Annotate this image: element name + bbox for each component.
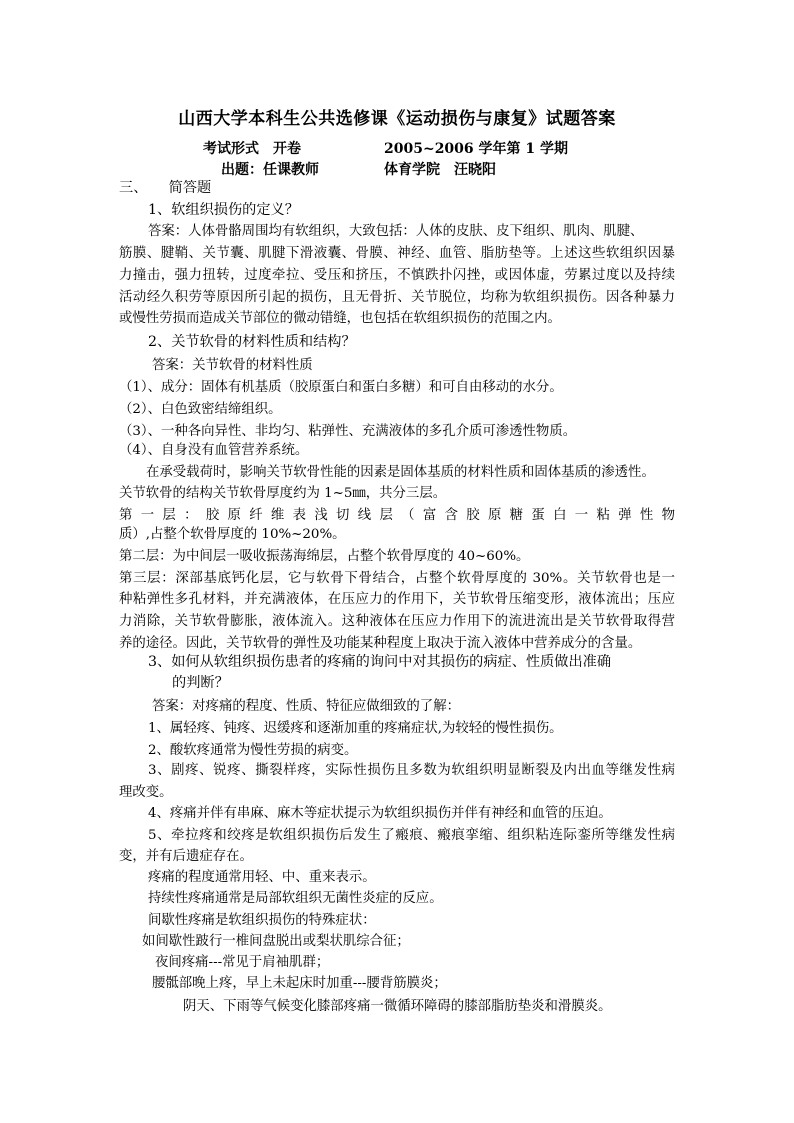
- q1-answer-line: 答案：人体骨骼周围均有软组织，大致包括：人体的皮肤、皮下组织、肌肉、肌腱、: [148, 224, 644, 239]
- q3-answer-line: 1、属轻疼、钝疼、迟缓疼和逐渐加重的疼痛症状,为较轻的慢性损伤。: [148, 721, 563, 736]
- q1-answer-line: 或慢性劳损而造成关节部位的微动错缝，也包括在软组织损伤的范围之内。: [119, 311, 561, 326]
- q2-answer-line: 在承受载荷时，影响关节软骨性能的因素是固体基质的材料性质和固体基质的渗透性。: [146, 465, 655, 480]
- document-title: 山西大学本科生公共选修课《运动损伤与康复》试题答案: [178, 109, 616, 129]
- q2-answer-line: 关节软骨的结构关节软骨厚度约为 1~5㎜，共分三层。: [119, 486, 447, 501]
- q2-answer-line: 第三层：深部基底钙化层，它与软骨下骨结合，占整个软骨厚度的 30%。关节软骨也是一: [119, 571, 675, 586]
- q3-answer-line: 腰骶部晚上疼，早上未起床时加重---腰背筋膜炎；: [152, 976, 447, 991]
- q3-answer-line: 阴天、下雨等气候变化膝部疼痛一微循环障碍的膝部脂肪垫炎和滑膜炎。: [183, 999, 612, 1014]
- q3-answer-line: 4、疼痛并伴有串麻、麻木等症状提示为软组织损伤并伴有神经和血管的压迫。: [148, 806, 612, 821]
- q3-answer-line: 如间歇性跛行一椎间盘脱出或梨状肌综合征；: [142, 934, 410, 949]
- exam-term: 2005~2006 学年第 1 学期: [384, 141, 569, 157]
- q3-answer-line: 持续性疼痛通常是局部软组织无菌性炎症的反应。: [148, 891, 443, 906]
- q2-answer-line: （1）、成分：固体有机基质（胶原蛋白和蛋白多糖）和可自由移动的水分。: [119, 380, 563, 395]
- q3-answer-line: 3、剧疼、锐疼、撕裂样疼，实际性损伤且多数为软组织明显断裂及内出血等继发性病: [148, 763, 675, 778]
- q2-answer-line: 第一层：胶原纤维表浅切线层（富含胶原糖蛋白一粘弹性物: [119, 508, 675, 523]
- q3-answer-line: 夜间疼痛---常见于肩袖肌群；: [155, 955, 330, 970]
- q3-answer-line: 5、牵拉疼和绞疼是软组织损伤后发生了瘢痕、瘢痕挛缩、组织粘连际銮所等继发性病: [148, 828, 675, 843]
- q2-answer-line: （4）、自身没有血管营养系统。: [119, 443, 309, 458]
- q3-answer-line: 答案：对疼痛的程度、性质、特征应做细致的了解：: [152, 699, 460, 714]
- q2-answer-line: （2）、白色致密结缔组织。: [119, 402, 282, 417]
- section-heading: 三、 简答题: [119, 180, 212, 196]
- exam-setter: 出题：任课教师: [221, 162, 319, 178]
- q2-answer-line: 质）,占整个软骨厚度的 10%~20%。: [119, 527, 346, 542]
- exam-form: 考试形式 开卷: [203, 141, 301, 157]
- q2-answer-line: 第二层：为中间层一吸收振荡海绵层，占整个软骨厚度的 40~60%。: [119, 549, 530, 564]
- exam-department: 体育学院 汪晓阳: [384, 162, 496, 178]
- q2-answer-line: 力消除，关节软骨膨胀，液体流入。这种液体在压应力作用下的流进流出是关节软骨取得营: [119, 614, 675, 629]
- question-3: 3、如何从软组织损伤患者的疼痛的询问中对其损伤的病症、性质做出准确: [148, 654, 612, 670]
- q3-answer-line: 疼痛的程度通常用轻、中、重来表示。: [148, 870, 376, 885]
- q3-answer-line: 变，并有后遗症存在。: [119, 849, 253, 864]
- question-1: 1、软组织损伤的定义？: [148, 202, 299, 218]
- q1-answer-line: 活动经久积劳等原因所引起的损伤，且无骨折、关节脱位，均称为软组织损伤。因各种暴力: [119, 290, 675, 305]
- q1-answer-line: 筋膜、腱鞘、关节囊、肌腱下滑液囊、骨膜、神经、血管、脂肪垫等。上述这些软组织因暴: [119, 246, 675, 261]
- q3-answer-line: 理改变。: [119, 785, 173, 800]
- q2-answer-line: 养的途径。因此，关节软骨的弹性及功能某种程度上取决于流入液体中营养成分的含量。: [119, 636, 642, 651]
- q2-answer-line: 种粘弹性多孔材料，并充满液体，在压应力的作用下，关节软骨压缩变形，液体流出；压应: [119, 592, 675, 607]
- q3-answer-line: 间歇性疼痛是软组织损伤的特殊症状：: [148, 913, 376, 928]
- question-2: 2、关节软骨的材料性质和结构？: [148, 334, 356, 350]
- q2-answer-line: 答案：关节软骨的材料性质: [152, 358, 313, 373]
- question-3-continued: 的判断？: [172, 675, 229, 691]
- q1-answer-line: 力撞击，强力扭转，过度牵拉、受压和挤压，不慎跌扑闪挫，或因体虚，劳累过度以及持续: [119, 268, 675, 283]
- q2-answer-line: （3）、一种各向异性、非均匀、粘弹性、充满液体的多孔介质可渗透性物质。: [119, 424, 577, 439]
- q3-answer-line: 2、酸软疼通常为慢性劳损的病变。: [148, 743, 358, 758]
